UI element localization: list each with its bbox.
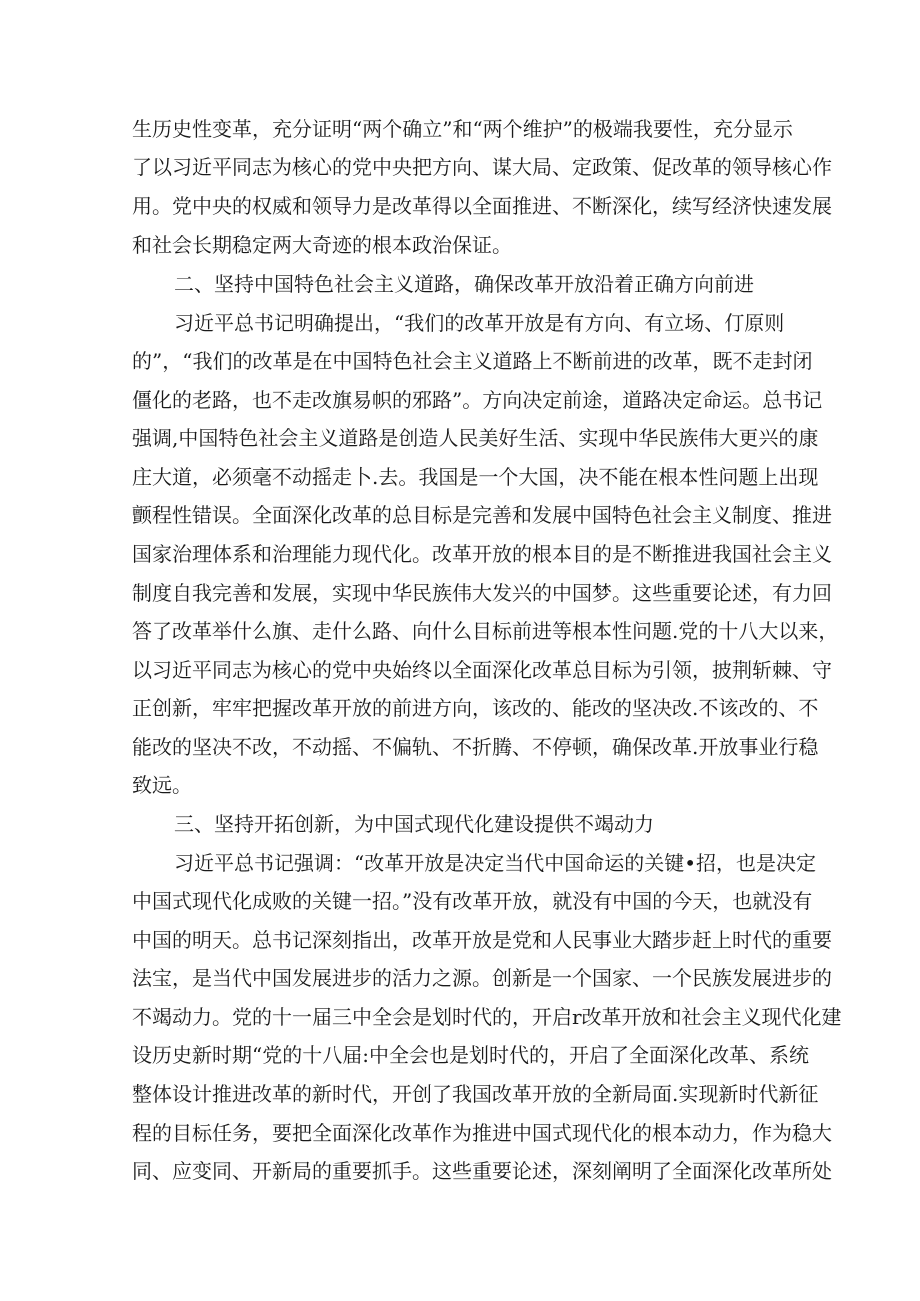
text-line: 正创新，牢牢把握改革开放的前进方向，该改的、能改的坚决改.不该改的、不: [132, 696, 819, 720]
text-line: 生历史性变革，充分证明“两个确立”和“两个维护”的极端我要性，充分显示: [132, 117, 793, 141]
text-line: 了以习近平同志为核心的党中央把方向、谋大局、定政策、促改革的领导核心作: [132, 155, 832, 179]
text-line: 中国的明天。总书记深刻指出，改革开放是党和人民事业大踏步赶上时代的重要: [132, 928, 832, 952]
text-line: 习近平总书记明确提出，“我们的改革开放是有方向、有立场、仃原则: [174, 311, 785, 335]
text-line: 和社会长期稳定两大奇迹的根本政治保证。: [132, 233, 512, 257]
text-line: 的”，“我们的改革是在中国特色社会主义道路上不断前进的改革，既不走封闭: [132, 349, 813, 373]
text-line: 国家治理体系和治理能力现代化。改革开放的根本目的是不断推进我国社会主义: [132, 542, 832, 566]
text-line: 制度自我完善和发展，实现中华民族伟大发兴的中国梦。这些重要论述，有力回: [132, 581, 832, 605]
text-line: 法宝，是当代中国发展进步的活力之源。创新是一个国家、一个民族发展进步的: [132, 966, 832, 990]
text-line: 习近平总书记强调：“改革开放是决定当代中国命运的关键•招，也是决定: [174, 851, 817, 875]
text-line: 颤程性错误。全面深化改革的总目标是完善和发展中国特色社会主义制度、推进: [132, 503, 832, 527]
text-line: 设历史新时期“党的十八届:中全会也是划时代的，开启了全面深化改革、系统: [132, 1043, 809, 1067]
text-line: 强调,中国特色社会主义道路是创造人民美好生活、实现中华民族伟大更兴的康: [132, 426, 819, 450]
text-line: 整体设计推进改革的新时代，开创了我国改革开放的全新局面.实现新时代新征: [132, 1082, 819, 1106]
text-line: 庄大道，必须毫不动摇走卜.去。我国是一个大国，决不能在根本性问题上出现: [132, 465, 819, 489]
text-line: 僵化的老路，也不走改旗易帜的邪路”。方向决定前途，道路决定命运。总书记: [132, 388, 823, 412]
text-line: 答了改革举什么旗、走什么路、向什么目标前进等根本性问题.党的十八大以来，: [132, 619, 839, 643]
text-line: 程的目标任务，要把全面深化改革作为推进中国式现代化的根本动力，作为稳大: [132, 1121, 832, 1145]
text-line: 致远。: [132, 773, 192, 797]
text-line: 中国式现代化成败的关键一招。”没有改革开放，就没有中国的今天，也就没有: [132, 889, 813, 913]
text-line: 同、应变同、开新局的重要抓手。这些重要论述，深刻阐明了全面深化改革所处: [132, 1159, 832, 1183]
section-heading-2: 二、坚持中国特色社会主义道路，确保改革开放沿着正确方向前进: [174, 272, 754, 296]
text-line: 以习近平同志为核心的党中央始终以全面深化改革总目标为引领，披荆斩棘、守: [132, 658, 832, 682]
text-line: 用。党中央的权威和领导力是改革得以全面推进、不断深化，续写经济快速发展: [132, 194, 832, 218]
text-line: 能改的坚决不改，不动摇、不偏轨、不折腾、不停顿，确保改革.开放事业行稳: [132, 735, 819, 759]
section-heading-3: 三、坚持开拓创新，为中国式现代化建设提供不竭动力: [174, 812, 654, 836]
text-line: 不竭动力。党的十一届三中全会是划时代的，开启r改革开放和社会主义现代化建: [132, 1005, 842, 1029]
